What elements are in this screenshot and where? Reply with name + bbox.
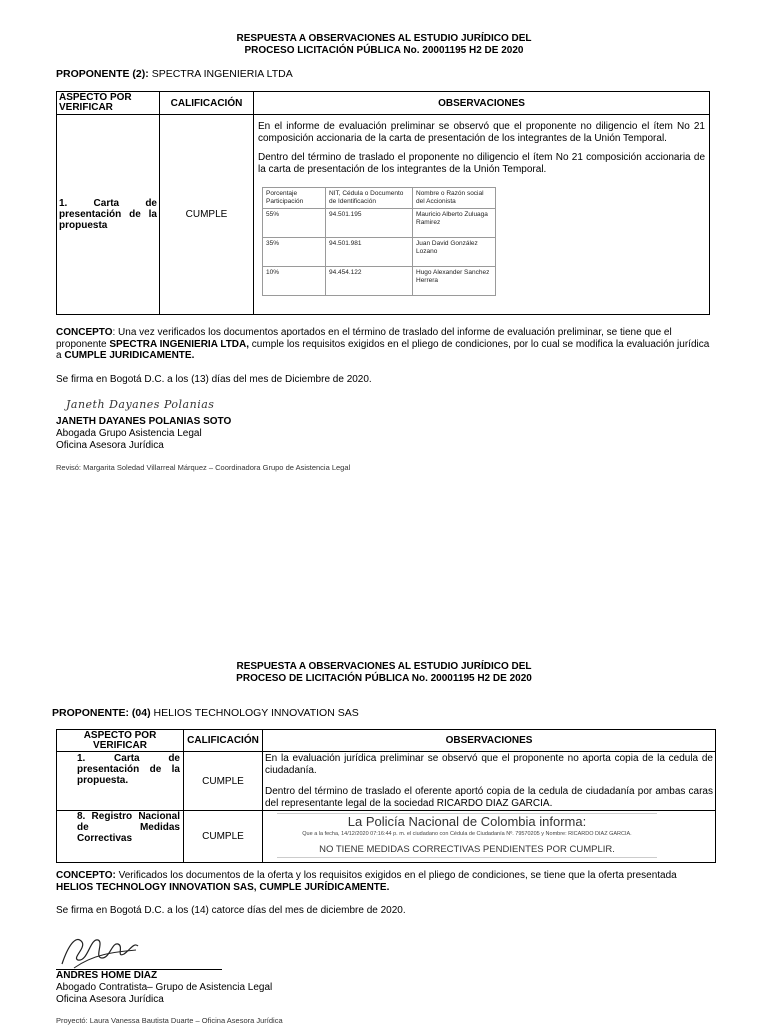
- inner-cell: 94.501.981: [326, 238, 413, 267]
- header-observaciones: OBSERVACIONES: [263, 730, 716, 752]
- concepto-bold: HELIOS TECHNOLOGY INNOVATION SAS, CUMPLE JURÍDICAMENTE.: [56, 881, 390, 893]
- signature-drawing: [54, 924, 144, 974]
- concepto-paragraph: [56, 327, 710, 362]
- signer-name: JANETH DAYANES POLANIAS SOTO: [56, 416, 232, 427]
- signer-role: Abogado Contratista– Grupo de Asistencia Legal: [56, 982, 273, 993]
- header-calificacion: CALIFICACIÓN: [184, 730, 263, 752]
- doc-title-line2: PROCESO DE LICITACIÓN PÚBLICA No. 20001195 H2 DE 2020: [236, 673, 532, 684]
- observaciones-cell: [263, 752, 716, 811]
- aspect-cell: 8. Registro Nacional de Medidas Correctivas: [57, 811, 184, 863]
- aspect-cell: 1. Carta de presentación de la propuesta: [57, 115, 160, 315]
- doc-title-line2: PROCESO LICITACIÓN PÚBLICA No. 20001195 H2 DE 2020: [244, 45, 524, 56]
- header-observaciones: OBSERVACIONES: [254, 92, 710, 115]
- concepto-text: cumple los requisitos exigidos en el pliego de condiciones, por lo cual se modifica la evaluación jurídica a: [56, 338, 710, 361]
- concepto-label: CONCEPTO: [56, 327, 113, 338]
- concepto-label: CONCEPTO:: [56, 870, 116, 881]
- police-certificate: [277, 813, 657, 858]
- obs-paragraph: Dentro del término de traslado el oferente aportó copia de la cedula de ciudadanía por ambas caras del representante legal de la sociedad RICARDO DIAZ GARCIA.: [265, 786, 713, 809]
- inner-cell: Mauricio Alberto Zuluaga Ramirez: [413, 209, 496, 238]
- firma-text: Se firma en Bogotá D.C. a los (14) catorce días del mes de diciembre de 2020.: [56, 905, 406, 916]
- proponente-line: [56, 68, 293, 80]
- inner-header: Porcentaje Participación: [263, 188, 326, 209]
- proyecto-note: Proyectó: Laura Vanessa Bautista Duarte – Oficina Asesora Jurídica: [56, 1016, 283, 1025]
- calificacion-cell: CUMPLE: [160, 115, 254, 315]
- signer-name: ANDRES HOME DÍAZ: [56, 970, 158, 981]
- police-result: NO TIENE MEDIDAS CORRECTIVAS PENDIENTES POR CUMPLIR.: [319, 844, 615, 855]
- aspect-cell: 1. Carta de presentación de la propuesta.: [57, 752, 184, 811]
- composicion-accionaria-table: [262, 187, 496, 296]
- observaciones-cell: [254, 115, 710, 315]
- inner-cell: 10%: [263, 267, 326, 296]
- signer-block: [56, 970, 272, 1006]
- inner-cell: 94.454.122: [326, 267, 413, 296]
- signer-office: Oficina Asesora Jurídica: [56, 440, 164, 451]
- proponente-label: PROPONENTE: (04): [52, 707, 151, 719]
- inner-cell: Hugo Alexander Sanchez Herrera: [413, 267, 496, 296]
- inner-cell: 55%: [263, 209, 326, 238]
- proponente-name: SPECTRA INGENIERIA LTDA: [151, 68, 293, 80]
- evaluation-table-2: [56, 729, 716, 863]
- header-calificacion: CALIFICACIÓN: [160, 92, 254, 115]
- inner-cell: Juan David González Lozano: [413, 238, 496, 267]
- concepto-text: : Una vez verificados los documentos aportados en el término de traslado del informe de evaluación preliminar, se tiene que el proponente: [56, 327, 672, 350]
- signer-block: [56, 416, 231, 452]
- proponente-name: HELIOS TECHNOLOGY INNOVATION SAS: [153, 707, 359, 719]
- calificacion-cell: CUMPLE: [184, 752, 263, 811]
- obs-paragraph: En la evaluación jurídica preliminar se observó que el proponente no aporta copia de la cedula de ciudadanía.: [265, 753, 713, 776]
- firma-text: Se firma en Bogotá D.C. a los (13) días del mes de Diciembre de 2020.: [56, 374, 372, 385]
- inner-header: NIT, Cédula o Documento de Identificación: [326, 188, 413, 209]
- observaciones-cell: [263, 811, 716, 863]
- police-title: La Policía Nacional de Colombia informa:: [347, 814, 587, 829]
- signature-script: Janeth Dayanes Polanias: [66, 398, 215, 411]
- doc-title-line1: RESPUESTA A OBSERVACIONES AL ESTUDIO JURÍDICO DEL: [236, 661, 532, 672]
- signer-office: Oficina Asesora Jurídica: [56, 994, 164, 1005]
- police-subtitle: Que a la fecha, 14/12/2020 07:16:44 p. m. el ciudadano con Cédula de Ciudadanía Nº. 79570205 y Nombre: RICARDO DIAZ GARCIA.: [302, 831, 632, 837]
- header-aspecto: ASPECTO POR VERIFICAR: [57, 92, 160, 115]
- calificacion-cell: CUMPLE: [184, 811, 263, 863]
- concepto-text: Verificados los documentos de la oferta y los requisitos exigidos en el pliego de condiciones, se tiene que la oferta presentada: [115, 870, 677, 881]
- concepto-paragraph: [56, 870, 710, 893]
- inner-cell: 94.501.195: [326, 209, 413, 238]
- proponente-label: PROPONENTE (2):: [56, 68, 149, 80]
- proponente-line: [52, 707, 359, 719]
- obs-paragraph: En el informe de evaluación preliminar se observó que el proponente no diligencio el ítem No 21 composición accionaria de la carta de presentación de los integrantes de la Unión Temporal.: [258, 121, 705, 144]
- inner-header: Nombre o Razón social del Accionista: [413, 188, 496, 209]
- inner-cell: 35%: [263, 238, 326, 267]
- obs-paragraph: Dentro del término de traslado el proponente no diligencio el ítem No 21 composición accionaria de la carta de presentación de los integrantes de la Unión Temporal.: [258, 152, 705, 175]
- doc-title-line1: RESPUESTA A OBSERVACIONES AL ESTUDIO JURÍDICO DEL: [236, 33, 532, 44]
- reviso-note: Revisó: Margarita Soledad Villarreal Márquez – Coordinadora Grupo de Asistencia Legal: [56, 463, 351, 472]
- signer-role: Abogada Grupo Asistencia Legal: [56, 428, 202, 439]
- concepto-bold: SPECTRA INGENIERIA LTDA,: [109, 338, 250, 350]
- evaluation-table-1: [56, 91, 710, 315]
- concepto-bold: CUMPLE JURIDICAMENTE.: [64, 350, 195, 361]
- header-aspecto: ASPECTO POR VERIFICAR: [57, 730, 184, 752]
